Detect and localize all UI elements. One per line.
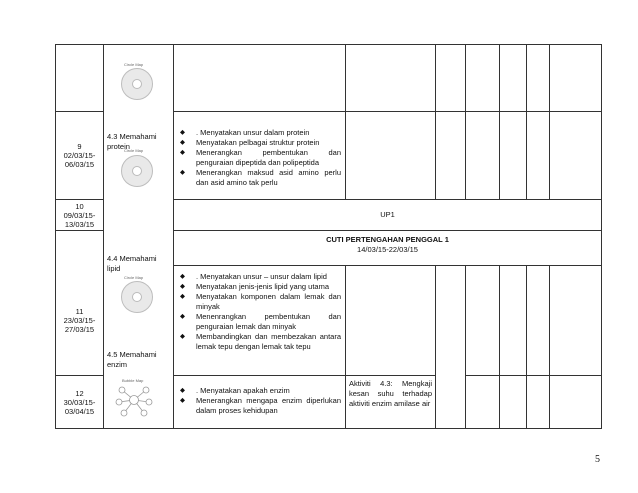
- topic-label: 4.5 Memahami enzim: [107, 349, 157, 369]
- week-number: 11: [75, 306, 84, 316]
- week-cell: [56, 200, 104, 231]
- table-cell: [550, 266, 602, 376]
- objectives-cell: [174, 266, 346, 376]
- objective-item: ◆ . Menyatakan unsur dalam protein: [178, 128, 341, 138]
- table-cell: [346, 112, 436, 200]
- objective-item: ◆ Menerangkan pembentukan dan penguraian dipeptida dan polipeptida: [178, 148, 341, 168]
- table-cell: [436, 45, 466, 112]
- table-cell: [466, 112, 500, 200]
- objective-item: ◆ Membandingkan dan membezakan antara lemak tepu dengan lemak tak tepu: [178, 332, 341, 352]
- table-cell: [527, 45, 550, 112]
- objectives-cell: [174, 112, 346, 200]
- week-date-from: 02/03/15-: [63, 151, 96, 160]
- table-row: [56, 200, 602, 231]
- week-date-from: 23/03/15-: [63, 315, 96, 325]
- week-cell: [56, 112, 104, 200]
- thumbnail-label: Circle Map: [124, 62, 144, 67]
- table-cell: [346, 45, 436, 112]
- table-cell: [466, 45, 500, 112]
- table-cell: [56, 231, 104, 266]
- thumbnail-label: Bubble Map: [122, 378, 144, 383]
- exam-note-cell: [174, 200, 602, 231]
- table-cell: [466, 376, 500, 429]
- objective-item: ◆ . Menyatakan apakah enzim: [178, 386, 341, 396]
- table-cell: [104, 200, 174, 231]
- circle-map-icon: [121, 281, 153, 313]
- objective-item: ◆ Menyatakan jenis-jenis lipid yang utama: [178, 282, 341, 292]
- circle-map-icon: [121, 68, 153, 100]
- table-cell: [527, 112, 550, 200]
- week-date-to: 06/03/15: [64, 160, 95, 169]
- thumbnail-label: Circle Map: [124, 148, 144, 153]
- table-cell: [550, 376, 602, 429]
- table-cell: [550, 112, 602, 200]
- table-cell: [174, 45, 346, 112]
- activity-cell: [346, 376, 436, 429]
- table-cell: [550, 45, 602, 112]
- bubble-map-thumbnail: [114, 378, 154, 418]
- exam-note: UP1: [380, 210, 395, 219]
- circle-map-icon: [121, 155, 153, 187]
- table-cell: [500, 112, 527, 200]
- objective-item: ◆ Menenrangkan pembentukan dan penguraian lemak dan minyak: [178, 312, 341, 332]
- week-date-from: 09/03/15-: [63, 210, 96, 220]
- week-date-from: 30/03/15-: [63, 397, 96, 407]
- table-cell: [527, 266, 550, 376]
- objectives-cell: [174, 376, 346, 429]
- objective-item: ◆ Menerangkan mengapa enzim diperlukan dalam proses kehidupan: [178, 396, 341, 416]
- thumbnail-label: Circle Map: [124, 275, 144, 280]
- week-number: 12: [75, 388, 84, 398]
- holiday-cell: [174, 231, 602, 266]
- table-cell: [500, 45, 527, 112]
- circle-map-thumbnail: [118, 62, 154, 98]
- lesson-plan-table: [55, 44, 602, 429]
- activity-text: Aktiviti 4.3: Mengkaji kesan suhu terhadap aktiviti enzim amilase air: [349, 379, 432, 408]
- table-cell: [527, 376, 550, 429]
- week-cell: [56, 376, 104, 429]
- objective-item: ◆ . Menyatakan unsur – unsur dalam lipid: [178, 272, 341, 282]
- week-date-to: 27/03/15: [64, 324, 95, 334]
- table-cell: [466, 266, 500, 376]
- objective-item: ◆ Menerangkan maksud asid amino perlu dan asid amino tak perlu: [178, 168, 341, 188]
- holiday-title: CUTI PERTENGAHAN PENGGAL 1: [326, 235, 449, 244]
- circle-map-thumbnail: [118, 148, 154, 188]
- circle-map-thumbnail: [118, 275, 154, 313]
- topic-label: 4.4 Memahami lipid: [107, 253, 157, 273]
- table-cell: [436, 266, 466, 429]
- table-cell: [346, 266, 436, 376]
- bubble-map-icon: [114, 384, 154, 420]
- table-cell: [500, 266, 527, 376]
- week-number: 9: [77, 142, 82, 151]
- topic-label: 4.3 Memahami protein: [107, 131, 157, 151]
- objective-item: ◆ Menyatakan komponen dalam lemak dan minyak: [178, 292, 341, 312]
- holiday-dates: 14/03/15-22/03/15: [357, 245, 418, 254]
- week-date-to: 03/04/15: [64, 406, 95, 416]
- week-number: 10: [75, 201, 84, 211]
- objective-item: ◆ Menyatakan pelbagai struktur protein: [178, 138, 341, 148]
- week-date-to: 13/03/15: [64, 219, 95, 229]
- table-cell: [500, 376, 527, 429]
- week-cell: [56, 266, 104, 376]
- table-cell: [56, 45, 104, 112]
- table-cell: [436, 112, 466, 200]
- page-number: 5: [595, 454, 600, 465]
